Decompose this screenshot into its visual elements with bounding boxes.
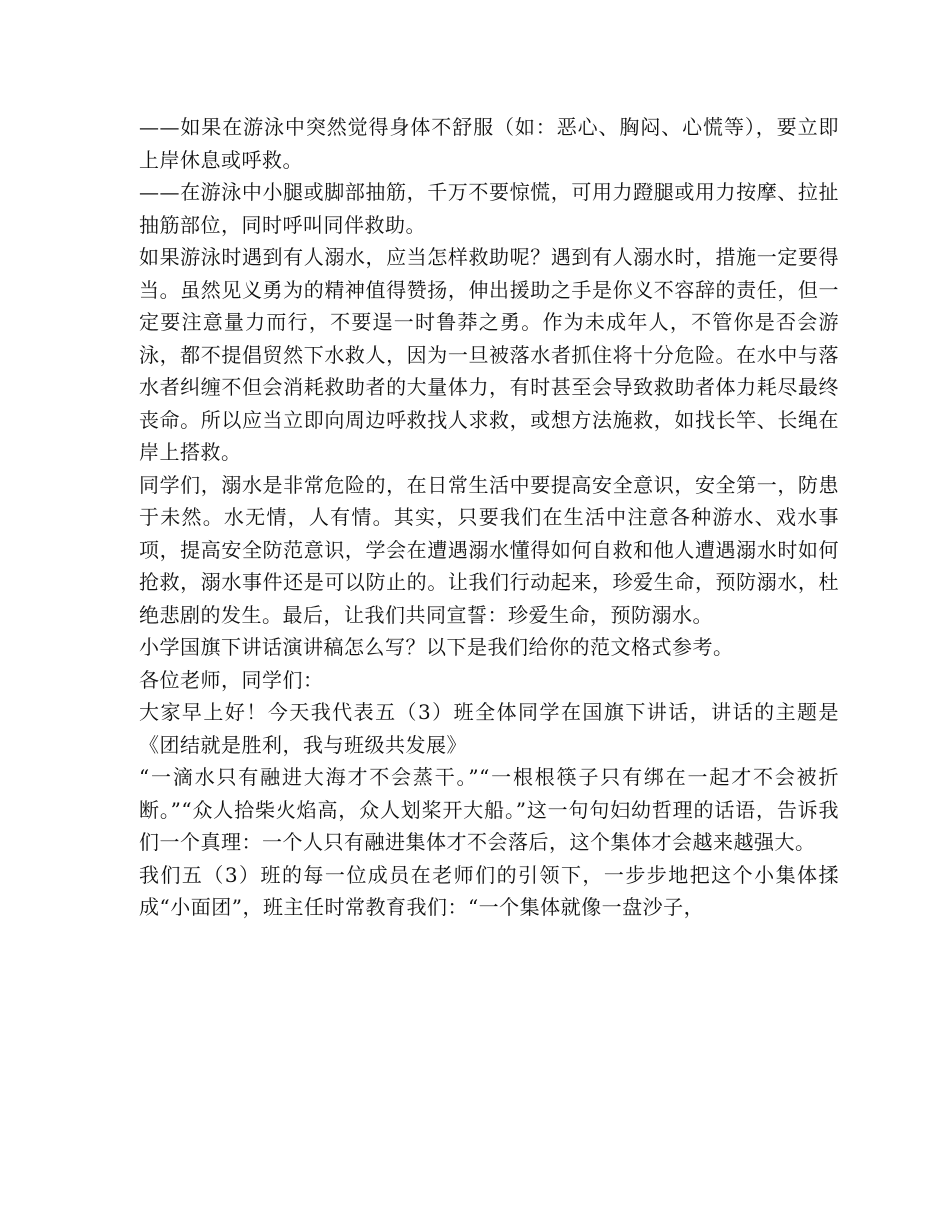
paragraph-8: “一滴水只有融进大海才不会蒸干。”“一根根筷子只有绑在一起才不会被折断。”“众人拾柴火焰高，众人划桨开大船。”这一句句妇幼哲理的话语，告诉我们一个真理：一个人只有融进集体才不会落后，这个集体才会越来越强大。 (139, 765, 839, 854)
paragraph-5: 小学国旗下讲话演讲稿怎么写？以下是我们给你的范文格式参考。 (139, 635, 734, 659)
paragraph-9: 我们五（3）班的每一位成员在老师们的引领下，一步步地把这个小集体揉成“小面团”，班主任时常教育我们：“一个集体就像一盘沙子， (139, 862, 839, 919)
paragraph-4: 同学们，溺水是非常危险的，在日常生活中要提高安全意识，安全第一，防患于未然。水无情，人有情。其实，只要我们在生活中注意各种游水、戏水事项，提高安全防范意识，学会在遭遇溺水懂得如何自救和他人遭遇溺水时如何抢救，溺水事件还是可以防止的。让我们行动起来，珍爱生命，预防溺水，杜绝悲剧的发生。最后，让我们共同宣誓：珍爱生命，预防溺水。 (139, 472, 839, 627)
paragraph-6: 各位老师，同学们： (139, 667, 324, 692)
paragraph-3: 如果游泳时遇到有人溺水，应当怎样救助呢？遇到有人溺水时，措施一定要得当。虽然见义勇为的精神值得赞扬，伸出援助之手是你义不容辞的责任，但一定要注意量力而行，不要逞一时鲁莽之勇。作为未成年人，不管你是否会游泳，都不提倡贸然下水救人，因为一旦被落水者抓住将十分危险。在水中与落水者纠缠不但会消耗救助者的大量体力，有时甚至会导致救助者体力耗尽最终丧命。所以应当立即向周边呼救找人求救，或想方法施救，如找长竿、长绳在岸上搭救。 (139, 245, 839, 464)
paragraph-7: 大家早上好！今天我代表五（3）班全体同学在国旗下讲话，讲话的主题是《团结就是胜利，我与班级共发展》 (139, 700, 839, 757)
paragraph-1: ——如果在游泳中突然觉得身体不舒服（如：恶心、胸闷、心慌等），要立即上岸休息或呼救。 (139, 115, 839, 172)
document-body (139, 111, 839, 924)
paragraph-2: ——在游泳中小腿或脚部抽筋，千万不要惊慌，可用力蹬腿或用力按摩、拉扯抽筋部位，同时呼叫同伴救助。 (139, 180, 839, 237)
